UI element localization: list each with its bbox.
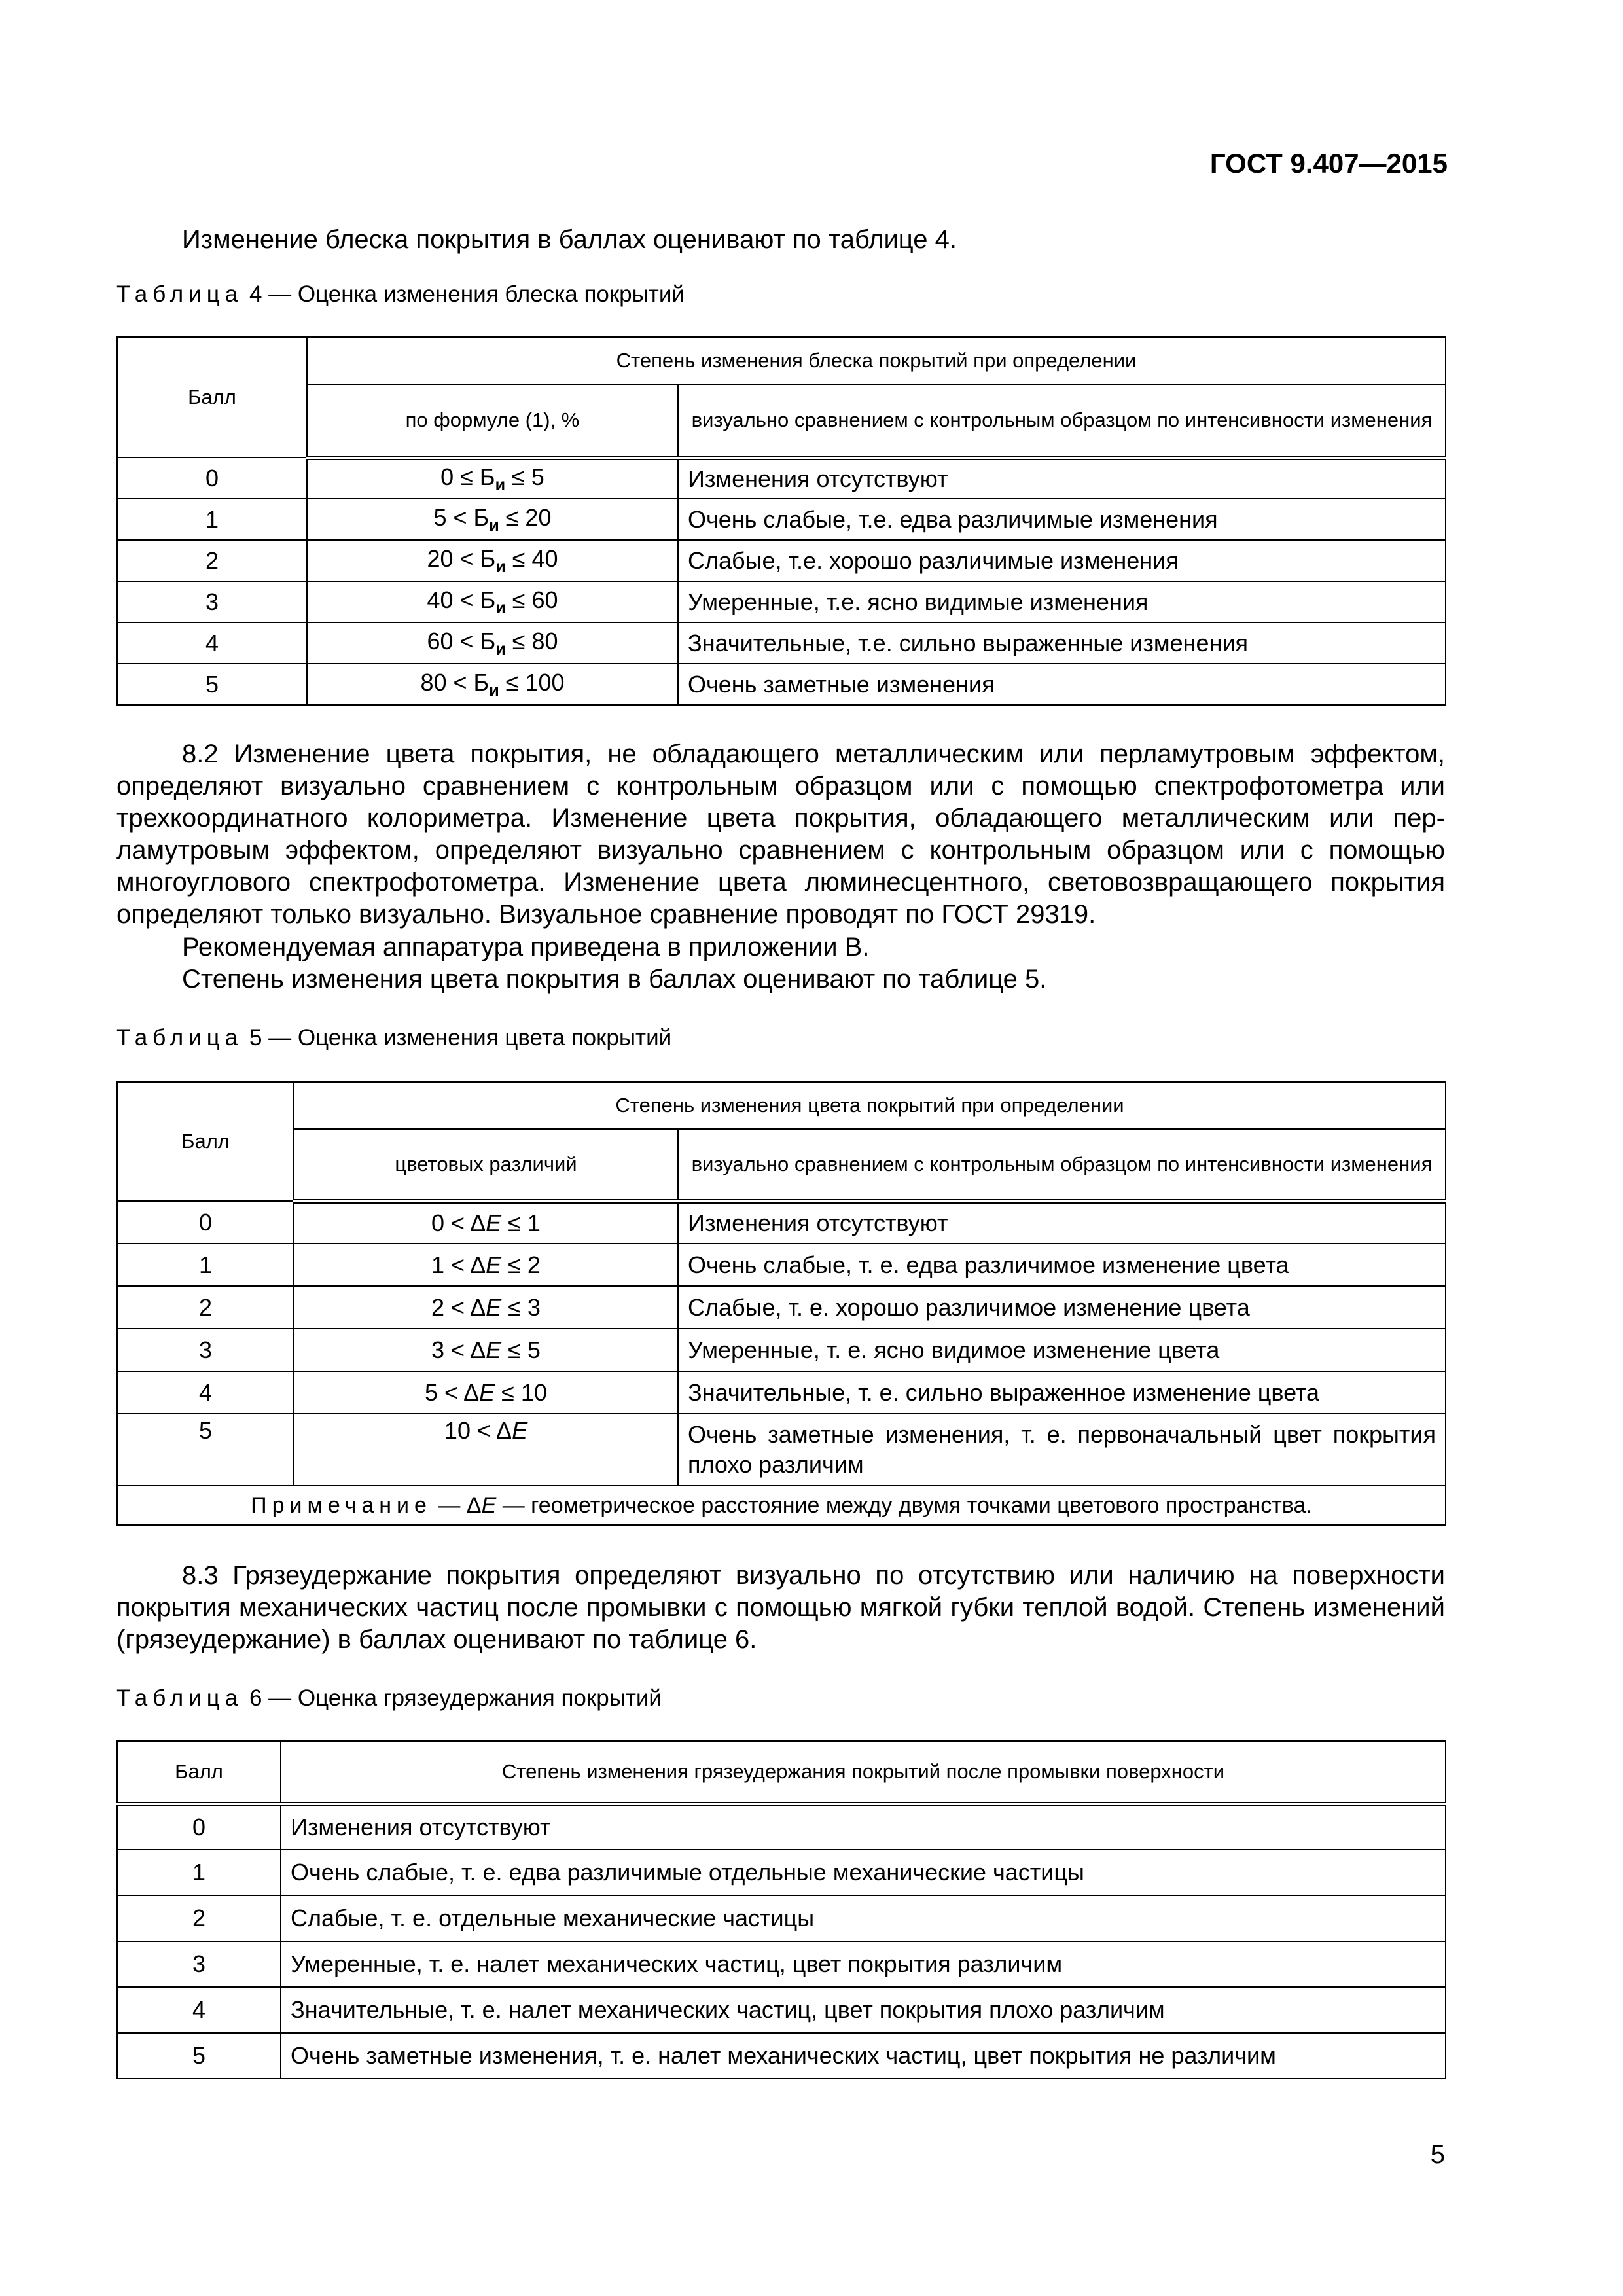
table4-cell-formula	[307, 581, 678, 622]
table-row	[117, 1201, 1446, 1244]
table-row	[117, 664, 1446, 705]
formula-variable: E	[486, 1209, 502, 1236]
formula-left: 10 < Δ	[444, 1417, 512, 1444]
table5-cell-desc: Умеренные, т. е. ясно видимое изменение цвета	[678, 1329, 1446, 1371]
table5-cell-formula	[294, 1286, 678, 1329]
table-row	[117, 1850, 1446, 1895]
table4-cell-ball: 1	[117, 499, 307, 540]
table5-cell-formula	[294, 1414, 678, 1486]
table-row	[117, 1414, 1446, 1486]
formula-right: ≤ 1	[501, 1209, 541, 1236]
formula-left: 80 < Б	[420, 668, 490, 696]
table5-note-text: — геометрическое расстояние между двумя точками цветового пространства.	[496, 1492, 1312, 1518]
table4-cell-formula	[307, 540, 678, 581]
section-8-2-paragraph: 8.2 Изменение цвета покрытия, не обладающего металлическим или перламутровым эффектом, определяют визуально сравнением с контрольным образцом или с помощью спектрофотометра или трехкоординатного колориметра. Изменение цвета покрытия, обладающего металлическим или перламутровым эффектом, определяют визуально сравнением с контрольным образцом или с помощью многоуглового спектрофотометра. Изменение цвета люминесцентного, световозвращающего покрытия определяют только визуально. Визуальное сравнение проводят по ГОСТ 29319.	[116, 740, 1445, 929]
table4-caption-title: — Оценка изменения блеска покрытий	[268, 281, 685, 307]
table-row	[117, 1329, 1446, 1371]
table4-cell-desc: Умеренные, т.е. ясно видимые изменения	[678, 581, 1446, 622]
table5-cell-desc: Изменения отсутствуют	[678, 1201, 1446, 1244]
table5-cell-formula	[294, 1329, 678, 1371]
table5-cell-ball: 5	[117, 1414, 294, 1486]
table4-cell-formula	[307, 622, 678, 664]
table4-caption-word: Таблица	[116, 281, 243, 307]
table5-head-ball: Балл	[117, 1082, 294, 1201]
formula-right: ≤ 5	[501, 1336, 541, 1363]
table4-cell-ball: 4	[117, 622, 307, 664]
table4-head-visual: визуально сравнением с контрольным образцом по интенсивности изменения	[678, 384, 1446, 457]
table5-note-dash: — Δ	[431, 1492, 482, 1518]
table4-cell-formula	[307, 457, 678, 499]
table4-cell-desc: Очень заметные изменения	[678, 664, 1446, 705]
table4-caption-number: 4	[249, 281, 262, 307]
formula-subscript: и	[495, 557, 506, 576]
table6-cell-ball: 1	[117, 1850, 281, 1895]
table6-caption	[116, 1685, 662, 1712]
table5-note-var: E	[481, 1492, 497, 1518]
formula-variable: E	[512, 1417, 528, 1444]
table5-cell-desc: Очень заметные изменения, т. е. первоначальный цвет покрытия плохо различим	[678, 1414, 1446, 1486]
table6-head-ball: Балл	[117, 1741, 281, 1804]
formula-variable: E	[486, 1293, 502, 1321]
formula-left: 1 < Δ	[431, 1251, 486, 1278]
table5	[116, 1081, 1446, 1526]
formula-subscript: и	[489, 516, 499, 535]
table-row	[117, 499, 1446, 540]
table5-caption-number: 5	[249, 1025, 262, 1050]
formula-left: 2 < Δ	[431, 1293, 486, 1321]
table4-cell-ball: 2	[117, 540, 307, 581]
table5-cell-ball: 0	[117, 1201, 294, 1244]
table6-caption-title: — Оценка грязеудержания покрытий	[268, 1685, 662, 1711]
section-8-2-apparatus: Рекомендуемая аппаратура приведена в приложении В.	[182, 933, 870, 961]
table6-cell-ball: 3	[117, 1941, 281, 1987]
table5-cell-formula	[294, 1371, 678, 1414]
table4-cell-formula	[307, 499, 678, 540]
table-row	[117, 1244, 1446, 1286]
formula-right: ≤ 100	[499, 668, 565, 696]
table5-cell-ball: 4	[117, 1371, 294, 1414]
formula-left: 3 < Δ	[431, 1336, 486, 1363]
formula-subscript: и	[495, 598, 506, 617]
table6-cell-desc: Слабые, т. е. отдельные механические частицы	[281, 1895, 1446, 1941]
formula-variable: E	[486, 1251, 502, 1278]
table-row	[117, 540, 1446, 581]
table4-cell-desc: Изменения отсутствуют	[678, 457, 1446, 499]
table-row	[117, 622, 1446, 664]
formula-right: ≤ 5	[505, 463, 544, 490]
table4-caption	[116, 281, 685, 308]
formula-right: ≤ 20	[499, 503, 552, 531]
table5-cell-ball: 2	[117, 1286, 294, 1329]
table6-cell-desc: Умеренные, т. е. налет механических частиц, цвет покрытия различим	[281, 1941, 1446, 1987]
table4-cell-desc: Значительные, т.е. сильно выраженные изменения	[678, 622, 1446, 664]
table5-cell-ball: 3	[117, 1329, 294, 1371]
table-row	[117, 1371, 1446, 1414]
table-row	[117, 1895, 1446, 1941]
table4-cell-ball: 0	[117, 457, 307, 499]
page-number: 5	[1430, 2140, 1445, 2169]
formula-right: ≤ 60	[505, 586, 558, 613]
formula-right: ≤ 80	[505, 627, 558, 655]
formula-left: 0 < Δ	[431, 1209, 486, 1236]
formula-subscript: и	[495, 475, 506, 494]
table4-cell-formula	[307, 664, 678, 705]
formula-variable: E	[486, 1336, 502, 1363]
table5-caption	[116, 1025, 671, 1051]
table5-note-word: Примечание	[251, 1492, 432, 1518]
table6-caption-number: 6	[249, 1685, 262, 1711]
table5-cell-desc: Очень слабые, т. е. едва различимое изменение цвета	[678, 1244, 1446, 1286]
table6-cell-ball: 2	[117, 1895, 281, 1941]
table-row	[117, 2033, 1446, 2079]
table5-cell-desc: Значительные, т. е. сильно выраженное изменение цвета	[678, 1371, 1446, 1414]
table5-cell-formula	[294, 1244, 678, 1286]
formula-variable: E	[479, 1378, 495, 1406]
table-row	[117, 1286, 1446, 1329]
formula-left: 0 ≤ Б	[440, 463, 495, 490]
table4-cell-desc: Очень слабые, т.е. едва различимые изменения	[678, 499, 1446, 540]
table6-cell-desc: Очень заметные изменения, т. е. налет механических частиц, цвет покрытия не различим	[281, 2033, 1446, 2079]
table-row	[117, 457, 1446, 499]
formula-left: 40 < Б	[427, 586, 496, 613]
formula-subscript: и	[489, 681, 499, 700]
table6-cell-desc: Значительные, т. е. налет механических частиц, цвет покрытия плохо различим	[281, 1987, 1446, 2033]
table-row	[117, 1941, 1446, 1987]
formula-subscript: и	[495, 639, 506, 658]
table5-cell-desc: Слабые, т. е. хорошо различимое изменение цвета	[678, 1286, 1446, 1329]
table4	[116, 336, 1446, 706]
table4-head-formula: по формуле (1), %	[307, 384, 678, 457]
table6-cell-ball: 4	[117, 1987, 281, 2033]
formula-left: 5 < Δ	[425, 1378, 480, 1406]
table-row	[117, 1804, 1446, 1850]
table5-head-visual: визуально сравнением с контрольным образцом по интенсивности изменения	[678, 1129, 1446, 1201]
formula-left: 20 < Б	[427, 545, 496, 572]
formula-right: ≤ 3	[501, 1293, 541, 1321]
formula-left: 60 < Б	[427, 627, 496, 655]
standard-designation: ГОСТ 9.407—2015	[1209, 148, 1448, 179]
formula-left: 5 < Б	[433, 503, 490, 531]
table4-head-ball: Балл	[117, 337, 307, 457]
table5-cell-formula	[294, 1201, 678, 1244]
table6-cell-ball: 0	[117, 1804, 281, 1850]
intro-paragraph: Изменение блеска покрытия в баллах оценивают по таблице 4.	[182, 225, 957, 254]
table5-caption-title: — Оценка изменения цвета покрытий	[268, 1025, 672, 1050]
table6-cell-ball: 5	[117, 2033, 281, 2079]
formula-right: ≤ 40	[505, 545, 558, 572]
table4-head-group: Степень изменения блеска покрытий при определении	[307, 337, 1446, 384]
formula-right: ≤ 2	[501, 1251, 541, 1278]
table6	[116, 1740, 1446, 2079]
table5-cell-ball: 1	[117, 1244, 294, 1286]
formula-right: ≤ 10	[495, 1378, 547, 1406]
table6-cell-desc: Очень слабые, т. е. едва различимые отдельные механические частицы	[281, 1850, 1446, 1895]
section-8-3-paragraph: 8.3 Грязеудержание покрытия определяют визуально по отсутствию или наличию на поверхности покрытия механических частиц после промывки с помощью мягкой губки теплой водой. Степень изменений (грязеудержание) в баллах оценивают по таблице 6.	[116, 1561, 1445, 1654]
table4-cell-ball: 5	[117, 664, 307, 705]
table6-cell-desc: Изменения отсутствуют	[281, 1804, 1446, 1850]
table5-note	[117, 1486, 1446, 1525]
section-8-2-table-ref: Степень изменения цвета покрытия в баллах оценивают по таблице 5.	[182, 965, 1047, 994]
table-row	[117, 1987, 1446, 2033]
table-row	[117, 581, 1446, 622]
table5-head-color-diff: цветовых различий	[294, 1129, 678, 1201]
table4-cell-ball: 3	[117, 581, 307, 622]
table5-head-group: Степень изменения цвета покрытий при определении	[294, 1082, 1446, 1129]
table5-caption-word: Таблица	[116, 1025, 243, 1050]
table4-cell-desc: Слабые, т.е. хорошо различимые изменения	[678, 540, 1446, 581]
table6-head-desc: Степень изменения грязеудержания покрытий после промывки поверхности	[281, 1741, 1446, 1804]
table6-caption-word: Таблица	[116, 1685, 243, 1711]
